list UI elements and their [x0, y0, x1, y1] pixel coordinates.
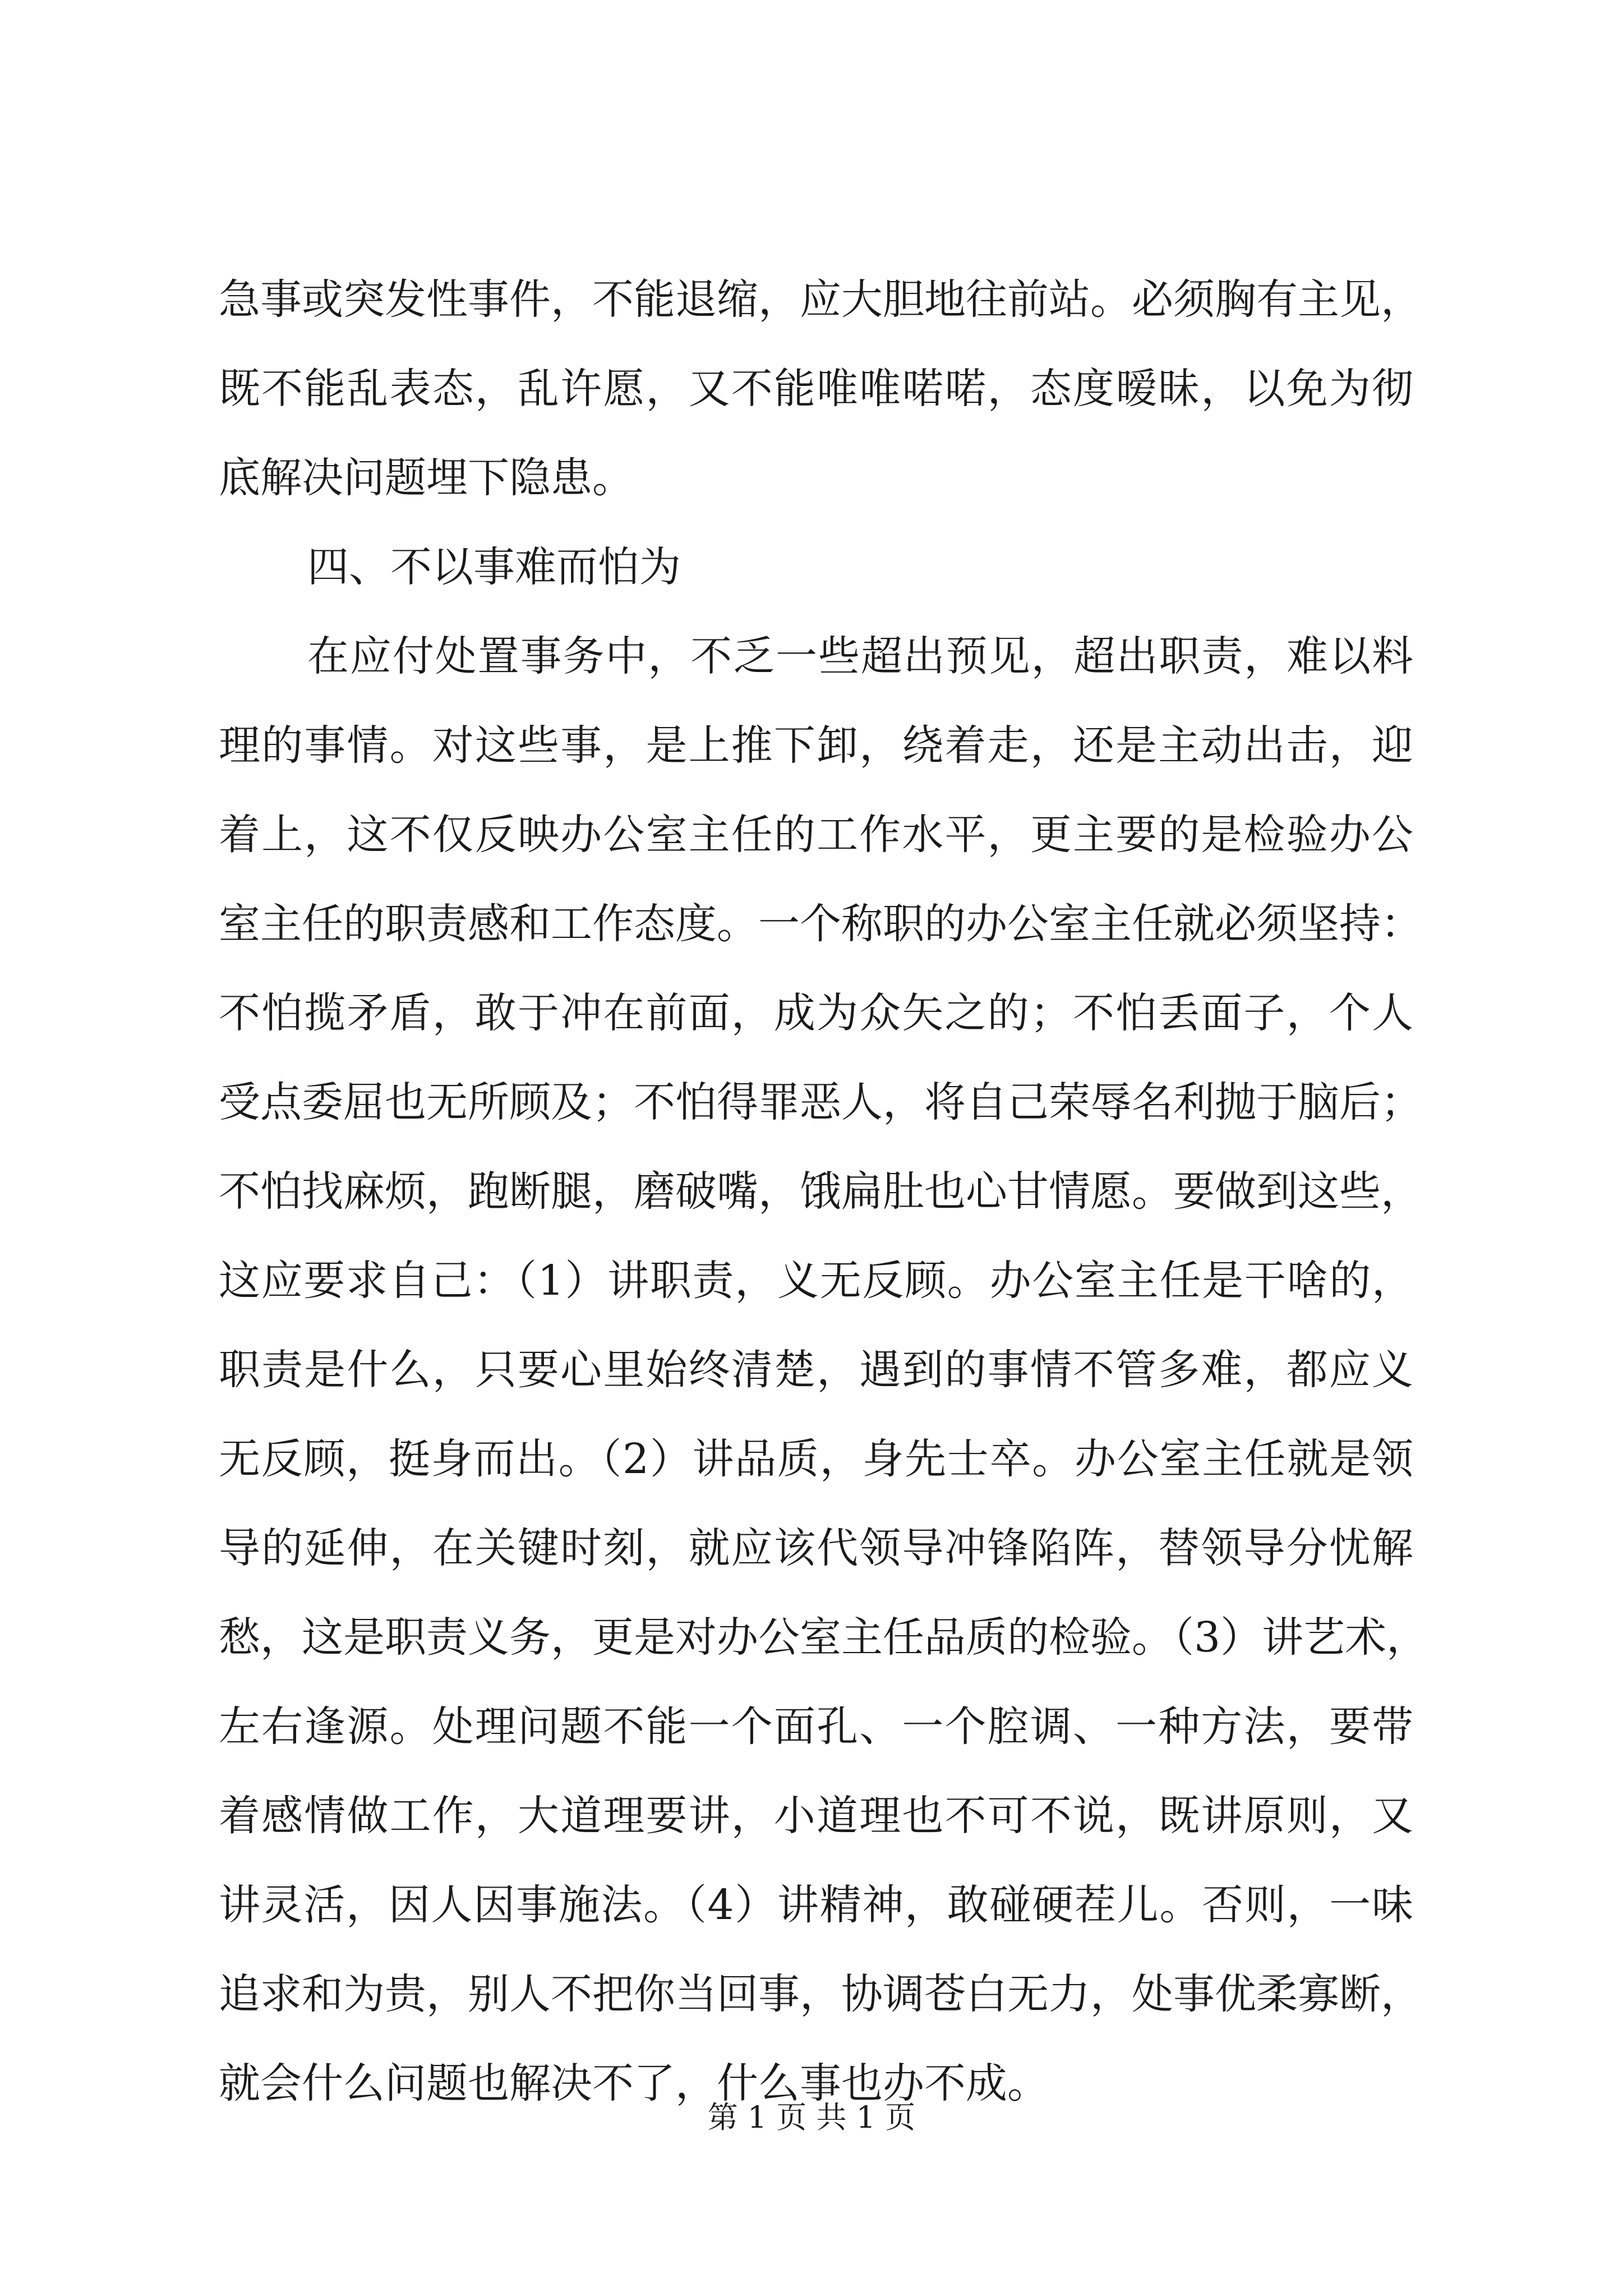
text-line: 讲灵活，因人因事施法。（4）讲精神，敢碰硬茬儿。否则，一味	[219, 1881, 1413, 1929]
text-line: 着上，这不仅反映办公室主任的工作水平，更主要的是检验办公	[219, 811, 1413, 859]
text-line: 导的延伸，在关键时刻，就应该代领导冲锋陷阵，替领导分忧解	[219, 1524, 1413, 1572]
text-line: 这应要求自己：（1）讲职责，义无反顾。办公室主任是干啥的，	[219, 1257, 1413, 1305]
text-line: 职责是什么，只要心里始终清楚，遇到的事情不管多难，都应义	[219, 1346, 1413, 1394]
text-line: 不怕揽矛盾，敢于冲在前面，成为众矢之的；不怕丢面子，个人	[219, 989, 1413, 1037]
section-heading: 四、不以事难而怕为	[307, 543, 681, 591]
text-line: 室主任的职责感和工作态度。一个称职的办公室主任就必须坚持：	[219, 900, 1422, 948]
text-line: 既不能乱表态，乱许愿，又不能唯唯喏喏，态度暧昧，以免为彻	[219, 365, 1413, 413]
page-number-footer: 第 1 页 共 1 页	[707, 2100, 916, 2135]
text-line: 在应付处置事务中，不乏一些超出预见，超出职责，难以料	[307, 632, 1413, 680]
text-line: 左右逢源。处理问题不能一个面孔、一个腔调、一种方法，要带	[219, 1703, 1413, 1751]
text-line: 不怕找麻烦，跑断腿，磨破嘴，饿扁肚也心甘情愿。要做到这些，	[219, 1167, 1422, 1216]
text-line: 无反顾，挺身而出。（2）讲品质，身先士卒。办公室主任就是领	[219, 1435, 1413, 1483]
text-line: 急事或突发性事件，不能退缩，应大胆地往前站。必须胸有主见，	[219, 275, 1422, 324]
text-line: 愁，这是职责义务，更是对办公室主任品质的检验。（3）讲艺术，	[219, 1613, 1428, 1662]
document-body	[219, 255, 1428, 2128]
text-line: 着感情做工作，大道理要讲，小道理也不可不说，既讲原则，又	[219, 1792, 1413, 1840]
text-line: 理的事情。对这些事，是上推下卸，绕着走，还是主动出击，迎	[219, 721, 1413, 770]
text-line: 底解决问题埋下隐患。	[219, 454, 634, 502]
text-line: 追求和为贵，别人不把你当回事，协调苍白无力，处事优柔寡断，	[219, 1970, 1422, 2018]
text-line: 就会什么问题也解决不了，什么事也办不成。	[219, 2059, 1049, 2108]
text-line: 受点委屈也无所顾及；不怕得罪恶人，将自己荣辱名利抛于脑后；	[219, 1078, 1422, 1126]
